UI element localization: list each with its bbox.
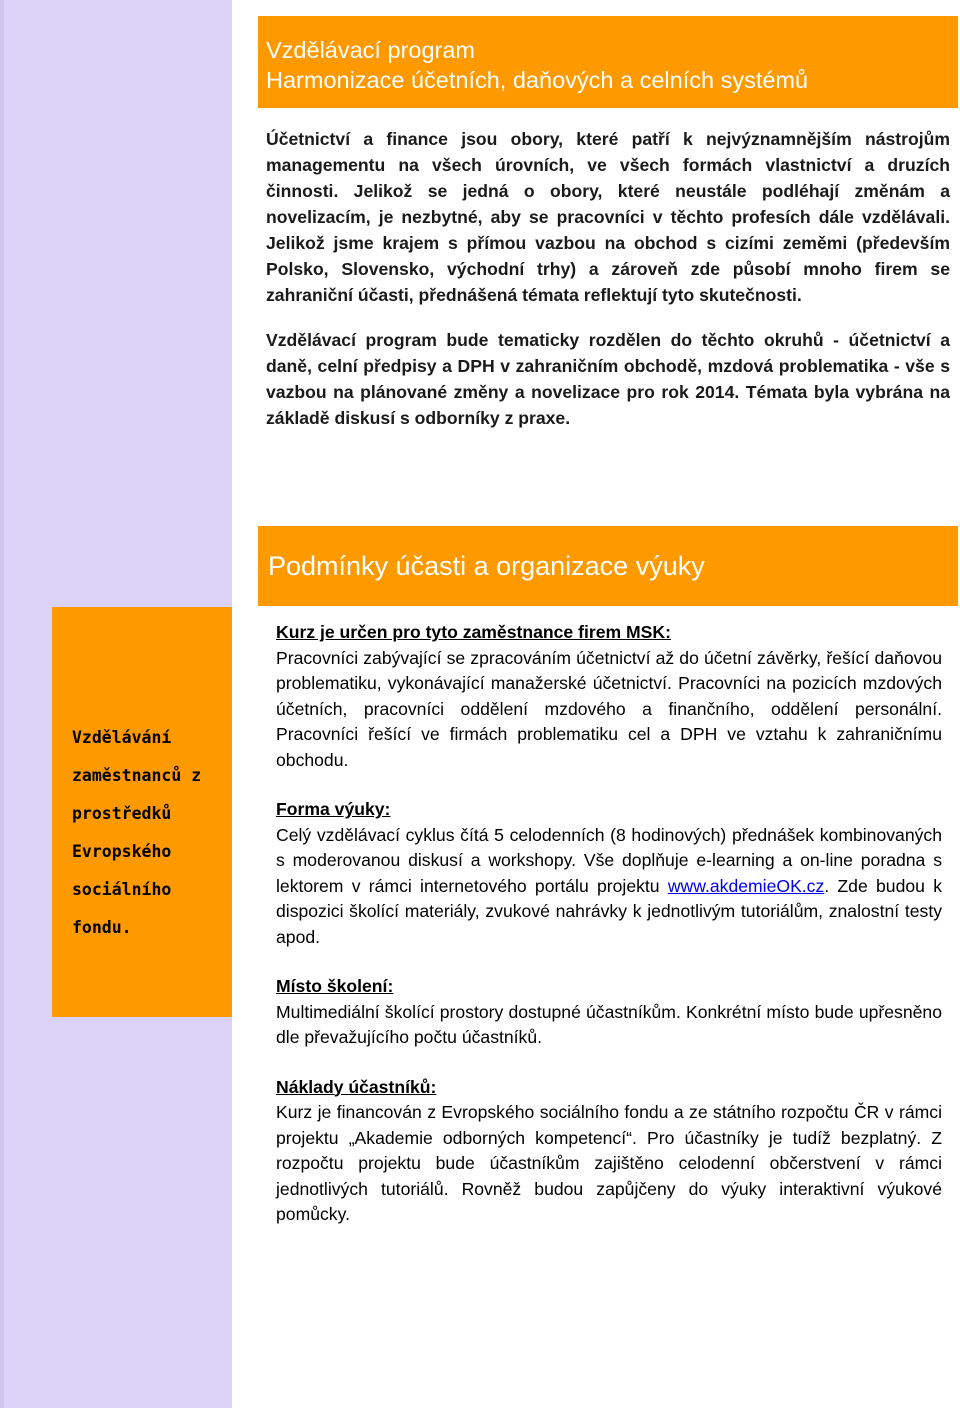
sidebar-line: sociálního [72,880,172,899]
esf-sidebar-box [52,607,232,1017]
training-place-section [276,974,942,1051]
intro-paragraph-1: Účetnictví a finance jsou obory, které patří k nejvýznamnějším nástrojům managementu na všech úrovních, ve všech formách vlastnictví a druzích činnosti. Jelikož se jedná o obory, které neustále podléhají změnám a novelizacím, je nezbytné, aby se pracovníci v těchto profesích dále vzdělávali. Jelikož jsme krajem s přímou vazbou na obchod s cizími zeměmi (především Polsko, Slovensko, východní trhy) a zároveň zde působí mnoho firem se zahraniční účasti, přednášená témata reflektují tyto skutečnosti. [266,129,950,305]
sidebar-line: fondu. [72,918,132,937]
target-group-body: Pracovníci zabývající se zpracováním účetnictví až do účetní závěrky, řešící daňovou problematiku, vykonávající manažerské účetnictví. Pracovníci na pozicích mzdových účetních, pracovníci oddělení mzdového a finančního, oddělení personální. Pracovníci řešící ve firmách problematiku cel a DPH ve vztahu k zahraničnímu obchodu. [276,647,942,770]
sidebar-line: zaměstnanců z [72,766,202,785]
left-column-edge [0,0,4,1408]
intro-paragraph-2: Vzdělávací program bude tematicky rozdělen do těchto okruhů - účetnictví a daně, celní předpisy a DPH v zahraničním obchodě, mzdová problematika - vše s vazbou na plánované změny a novelizace pro rok 2014. Témata byla vybrána na základě diskusí s odborníky z praxe. [266,330,950,428]
course-details [276,620,942,1252]
program-title-banner [258,16,958,108]
target-group-section [276,620,942,773]
conditions-heading-banner [258,526,958,606]
participant-costs-body: Kurz je financován z Evropského sociálního fondu a ze státního rozpočtu ČR v rámci projektu „Akademie odborných kompetencí“. Pro účastníky je tudíž bezplatný. Z rozpočtu projektu bude účastníkům zajištěno celodenní občerstvení v rámci jednotlivých tutoriálů. Rovněž budou zapůjčeny do výuky interaktivní výukové pomůcky. [276,1102,942,1224]
sidebar-line: prostředků [72,804,172,823]
target-group-title: Kurz je určen pro tyto zaměstnance firem MSK: [276,622,671,642]
training-place-body: Multimediální školící prostory dostupné účastníkům. Konkrétní místo bude upřesněno dle převažujícího počtu účastníků. [276,1001,942,1047]
participant-costs-section [276,1075,942,1228]
teaching-form-text-2: . Zde budou k dispozici školící materiály, zvukové nahrávky k jednotlivým tutoriálům, znalostní testy apod. [276,875,942,947]
conditions-heading: Podmínky účasti a organizace výuky [268,551,705,581]
teaching-form-title: Forma výuky: [276,799,391,819]
program-title-line1: Vzdělávací program [266,37,475,63]
sidebar-line: Evropského [72,842,172,861]
teaching-form-section [276,797,942,950]
teaching-form-text-1: Celý vzdělávací cyklus čítá 5 celodenních (8 hodinových) přednášek kombinovaných s moderovanou diskusí a workshopy. Vše doplňuje e-learning a on-line poradna s lektorem v rámci internetového portálu projektu [276,824,942,896]
program-title-line2: Harmonizace účetních, daňových a celních systémů [266,67,809,93]
participant-costs-title: Náklady účastníků: [276,1076,437,1097]
portal-link[interactable]: www.akdemieOK.cz [667,875,825,896]
intro-text [266,126,950,431]
esf-sidebar-text [72,719,232,947]
sidebar-line: Vzdělávání [72,728,172,747]
teaching-form-body [276,823,942,951]
training-place-title: Místo školení: [276,976,394,996]
